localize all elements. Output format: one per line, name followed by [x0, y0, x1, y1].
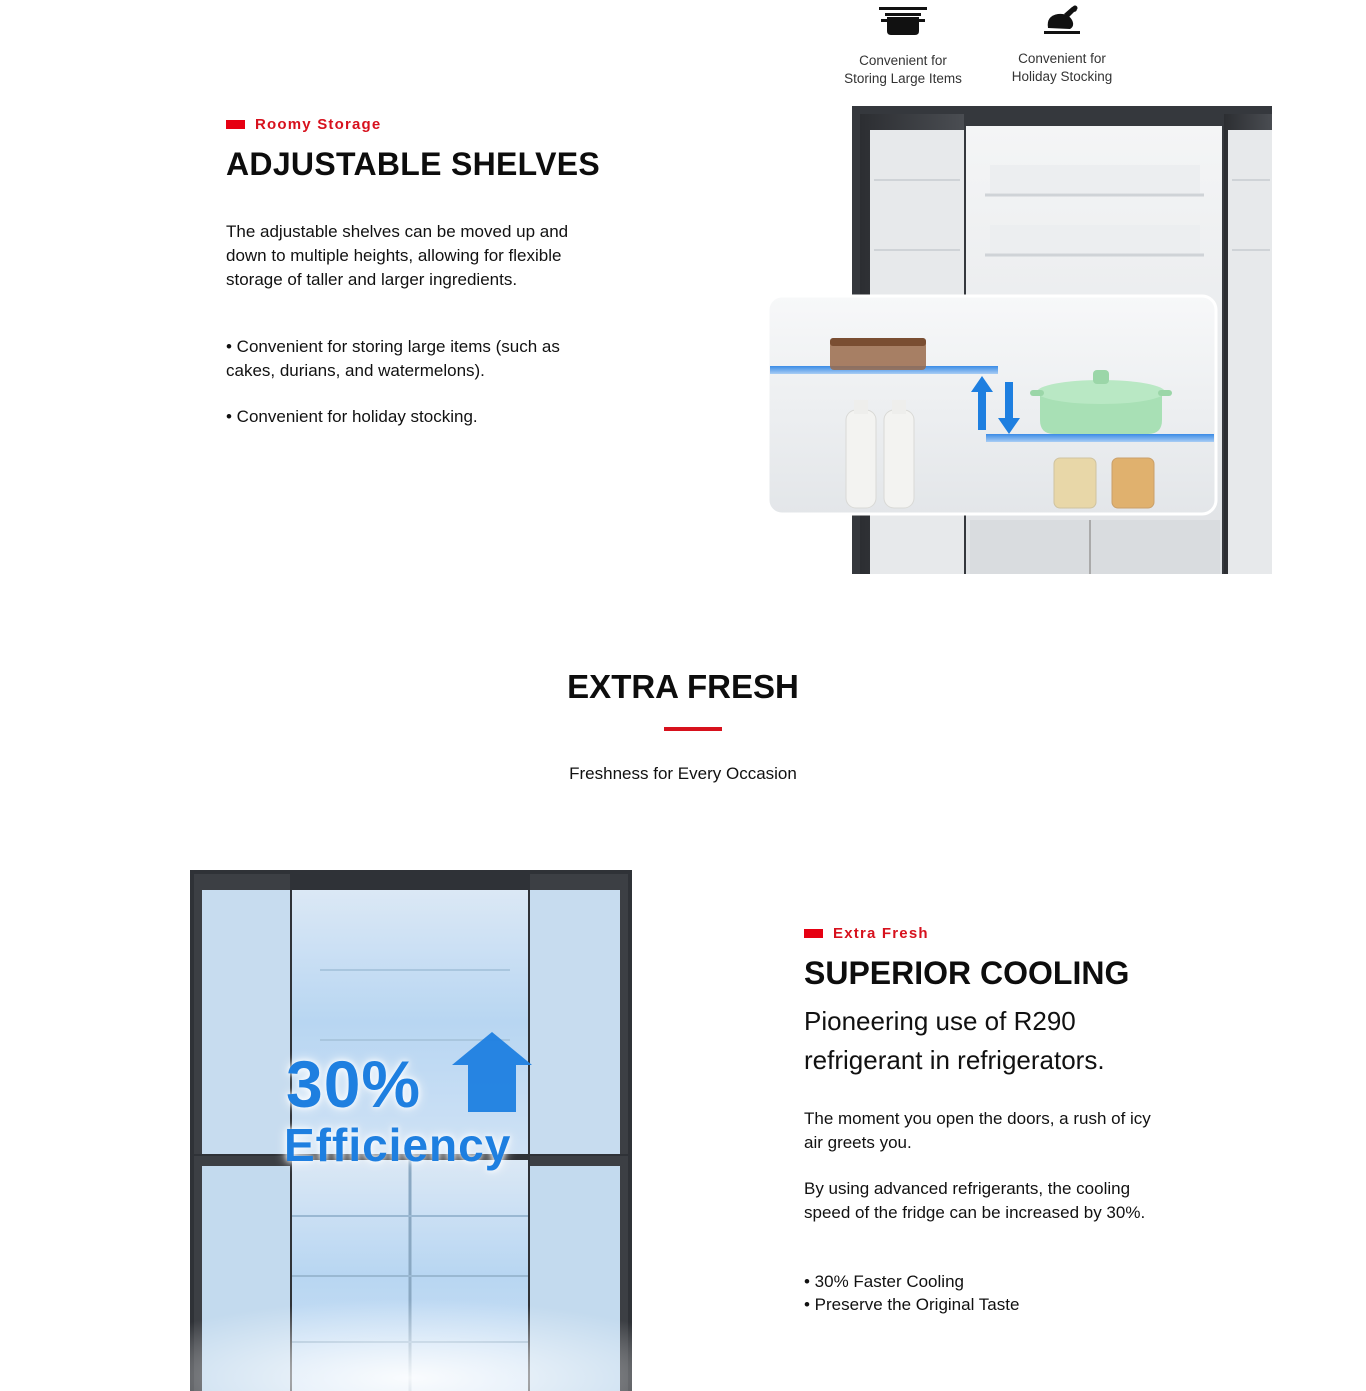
section-tag-extra-fresh	[804, 925, 929, 942]
adjustable-shelves-fridge-image	[760, 100, 1272, 574]
pot-icon	[823, 4, 983, 38]
feature-large-items-label-1: Convenient for	[859, 53, 947, 68]
tag-label: Extra Fresh	[833, 925, 929, 942]
cooling-bullet-2: • Preserve the Original Taste	[804, 1295, 1020, 1314]
feature-large-items-label-2: Storing Large Items	[844, 71, 962, 86]
title-divider	[664, 727, 722, 731]
adjustable-shelves-heading: ADJUSTABLE SHELVES	[226, 146, 601, 182]
adjustable-description: The adjustable shelves can be moved up and down to multiple heights, allowing for flexible storage of taller and larger ingredients.	[226, 222, 569, 289]
overlay-percent: 30%	[286, 1047, 422, 1121]
superior-cooling-fridge-image	[150, 860, 670, 1391]
feature-large-items	[823, 4, 983, 88]
adjustable-bullet-1: • Convenient for storing large items (such as cakes, durians, and watermelons).	[226, 337, 560, 380]
cooling-paragraph-1: The moment you open the doors, a rush of icy air greets you.	[804, 1109, 1151, 1152]
extra-fresh-title: EXTRA FRESH	[567, 668, 799, 705]
tag-marker	[226, 120, 245, 129]
roast-chicken-icon	[982, 2, 1142, 36]
tag-label: Roomy Storage	[255, 116, 382, 133]
overlay-efficiency: Efficiency	[284, 1119, 512, 1171]
section-tag-roomy-storage	[226, 116, 381, 133]
adjustable-bullet-2: • Convenient for holiday stocking.	[226, 407, 478, 426]
cooling-subheading-line-1: Pioneering use of R290	[804, 1006, 1076, 1036]
tag-marker	[804, 929, 823, 938]
cooling-subheading-line-2: refrigerant in refrigerators.	[804, 1045, 1105, 1075]
superior-cooling-heading: SUPERIOR COOLING	[804, 955, 1130, 991]
cooling-paragraph-2: By using advanced refrigerants, the cooling speed of the fridge can be increased by 30%.	[804, 1179, 1146, 1222]
cooling-bullet-1: • 30% Faster Cooling	[804, 1272, 964, 1291]
feature-holiday-label-2: Holiday Stocking	[1011, 69, 1113, 84]
feature-holiday-stocking	[982, 2, 1142, 86]
extra-fresh-subtitle: Freshness for Every Occasion	[569, 764, 797, 783]
feature-holiday-label-1: Convenient for	[1018, 51, 1106, 66]
